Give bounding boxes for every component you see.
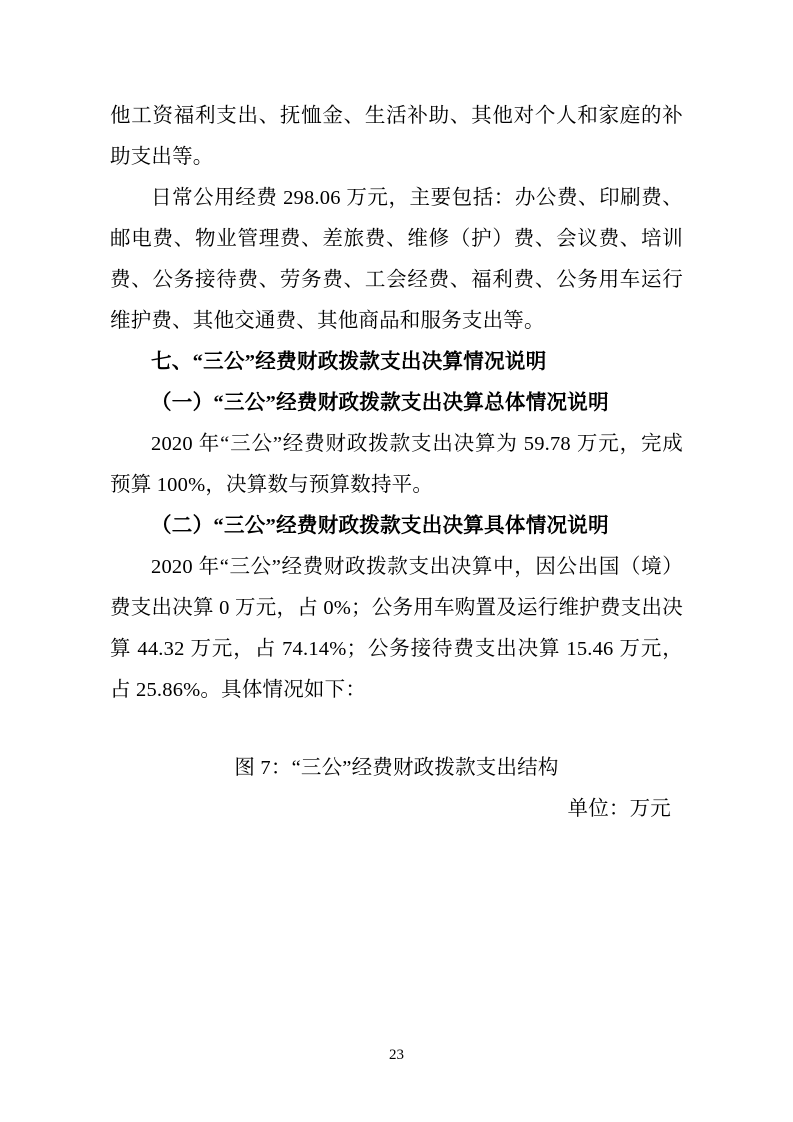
paragraph-overall-detail: 2020 年“三公”经费财政拨款支出决算为 59.78 万元，完成预算 100%，决算数与预算数持平。	[110, 433, 683, 496]
paragraph-welfare-continuation: 他工资福利支出、抚恤金、生活补助、其他对个人和家庭的补助支出等。	[110, 105, 683, 168]
paragraph-specific-detail: 2020 年“三公”经费财政拨款支出决算中，因公出国（境）费支出决算 0 万元，占 0%；公务用车购置及运行维护费支出决算 44.32 万元，占 74.14%；公务接待费支出决算 15.46 万元，占 25.86%。具体情况如下：	[110, 556, 683, 701]
figure-chart-area	[110, 830, 683, 1040]
page-number: 23	[389, 1047, 404, 1063]
heading-subsection-two: （二）“三公”经费财政拨款支出决算具体情况说明	[151, 515, 609, 537]
heading-section-seven: 七、“三公”经费财政拨款支出决算情况说明	[151, 351, 547, 373]
figure-unit-label: 单位：万元	[567, 798, 671, 820]
figure-title: 图 7：“三公”经费财政拨款支出结构	[234, 757, 559, 779]
document-body	[110, 96, 683, 1040]
paragraph-daily-public-funds: 日常公用经费 298.06 万元，主要包括：办公费、印刷费、邮电费、物业管理费、差旅费、维修（护）费、会议费、培训费、公务接待费、劳务费、工会经费、福利费、公务用车运行维护费、其他交通费、其他商品和服务支出等。	[110, 187, 683, 332]
heading-subsection-one: （一）“三公”经费财政拨款支出决算总体情况说明	[151, 392, 609, 414]
